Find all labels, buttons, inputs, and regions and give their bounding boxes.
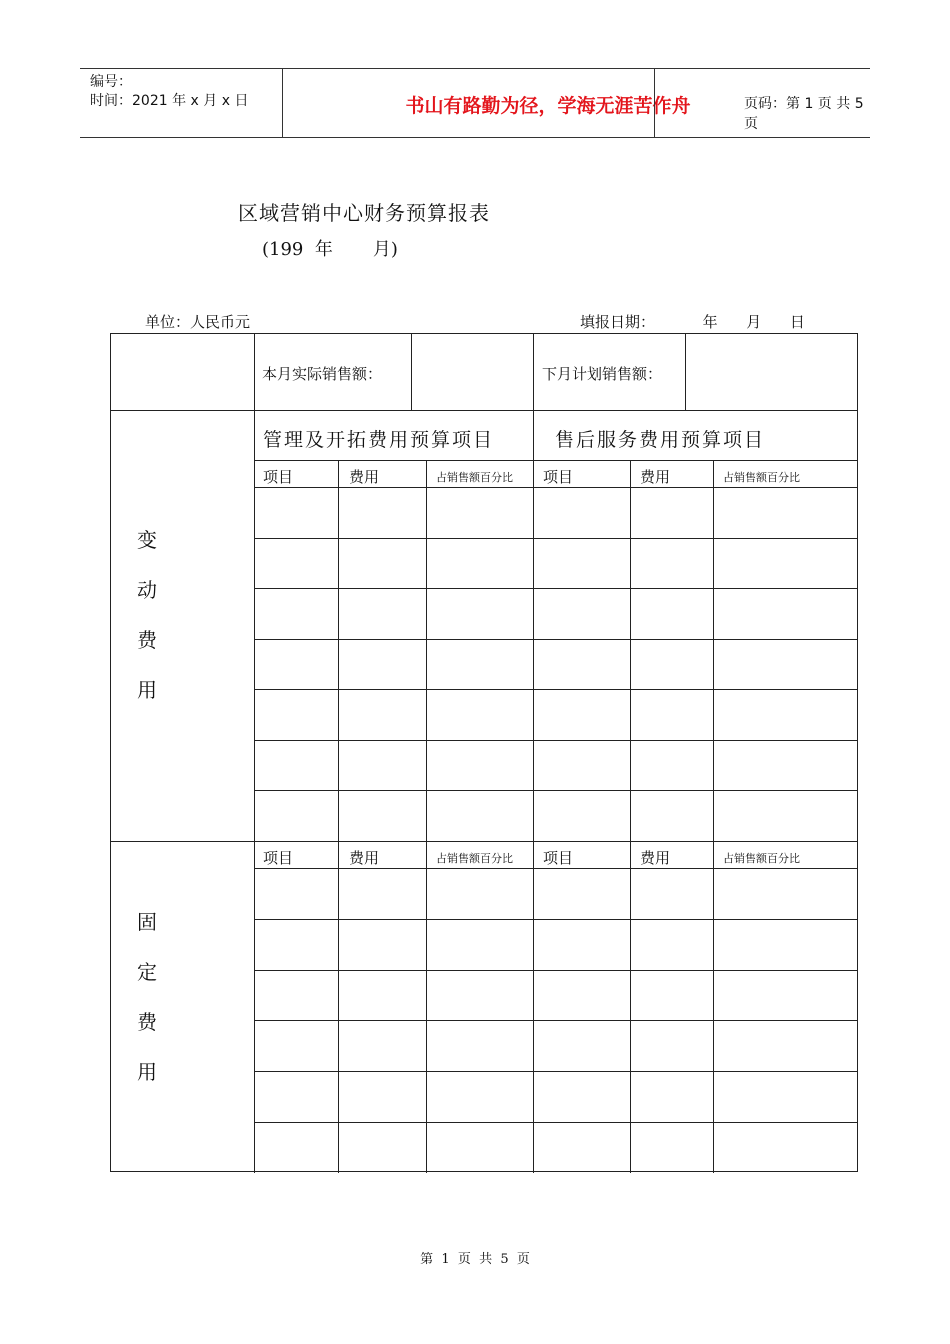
grid-line [254,970,857,971]
grid-line [254,588,857,589]
grid-line [254,919,857,920]
currency-unit: 单位：人民币元 [145,313,251,331]
col-header-cost: 费用 [349,849,380,867]
header-divider [282,69,283,137]
grid-line [254,487,857,488]
grid-line [713,460,714,1173]
page-footer: 第 1 页 共 5 页 [420,1252,530,1267]
col-header-cost: 费用 [640,468,671,486]
col-header-pct: 占销售额百分比 [436,471,513,484]
fixed-cost-label: 固 [137,910,157,934]
service-section-header: 售后服务费用预算项目 [555,429,766,451]
report-title: 区域营销中心财务预算报表 [238,201,490,225]
col-header-pct: 占销售额百分比 [436,852,513,865]
budget-table [110,333,858,1172]
number-label: 编号： [90,74,132,90]
planned-sales-label: 下月计划销售额： [542,365,663,383]
grid-line [338,460,339,1173]
col-header-pct: 占销售额百分比 [723,471,800,484]
actual-sales-label: 本月实际销售额： [262,365,383,383]
header-meta [90,73,248,111]
col-header-item: 项目 [263,849,294,867]
col-header-item: 项目 [543,849,574,867]
grid-line [254,868,857,869]
variable-cost-label: 变 [137,528,157,552]
col-header-pct: 占销售额百分比 [723,852,800,865]
grid-line [254,1122,857,1123]
col-header-cost: 费用 [640,849,671,867]
grid-line [411,334,412,410]
grid-line [685,334,686,410]
col-header-item: 项目 [543,468,574,486]
grid-line [630,460,631,1173]
grid-line [111,410,857,411]
grid-line [254,460,857,461]
fixed-cost-label: 用 [137,1060,157,1084]
header-page-info: 页码：第 1 页 共 5 页 [744,96,864,132]
grid-line [254,1020,857,1021]
variable-cost-label: 费 [137,628,157,652]
col-header-item: 项目 [263,468,294,486]
variable-cost-label: 动 [137,578,157,602]
variable-cost-label: 用 [137,678,157,702]
grid-line [254,639,857,640]
grid-line [111,841,857,842]
grid-line [426,460,427,1173]
header-slogan: 书山有路勤为径，学海无涯苦作舟 [405,95,691,117]
grid-line [254,740,857,741]
grid-line [254,790,857,791]
mgmt-section-header: 管理及开拓费用预算项目 [263,429,495,451]
report-period: (199 年 月) [262,239,398,260]
grid-line [254,689,857,690]
col-header-cost: 费用 [349,468,380,486]
time-label: 时间：2021 年 x 月 x 日 [90,93,249,109]
fixed-cost-label: 定 [137,960,157,984]
fill-date: 填报日期： 年 月 日 [580,313,805,331]
fixed-cost-label: 费 [137,1010,157,1034]
grid-line [254,1071,857,1072]
grid-line [254,538,857,539]
header-divider [654,69,655,137]
document-header [80,68,870,138]
